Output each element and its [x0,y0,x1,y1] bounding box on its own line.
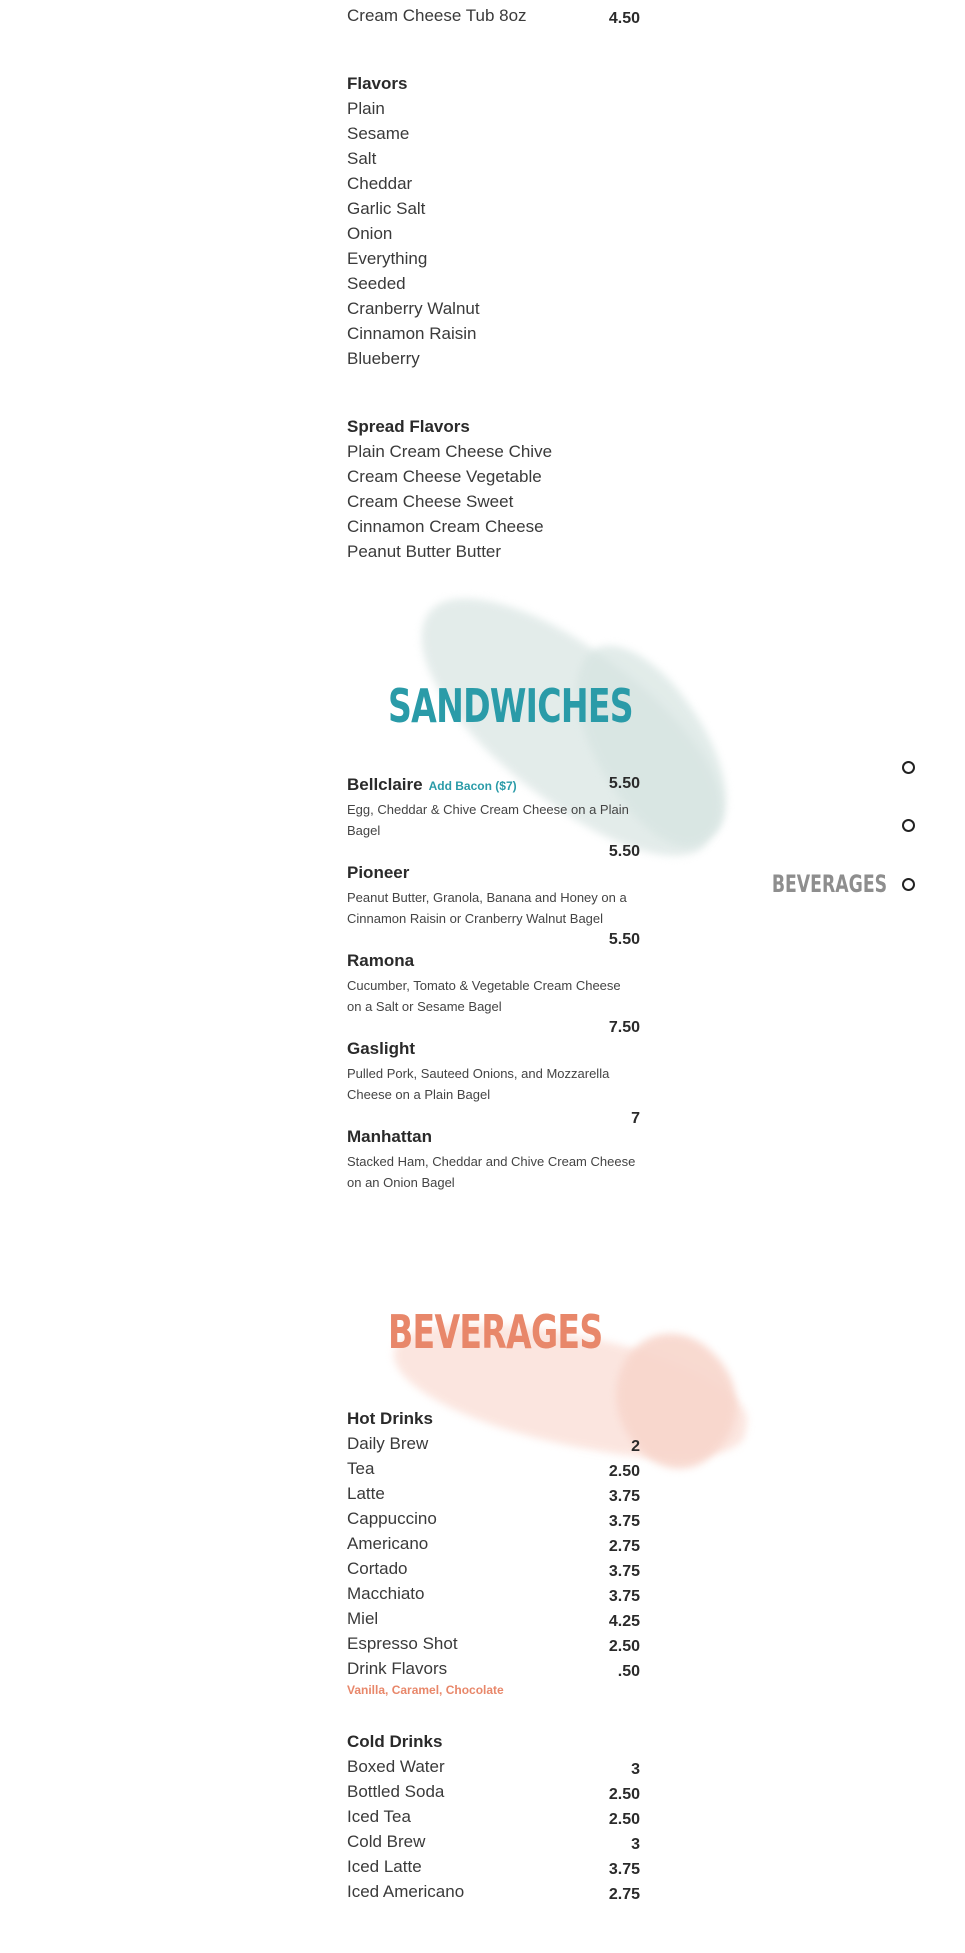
sandwich-description: Pulled Pork, Sauteed Onions, and Mozzarella Cheese on a Plain Bagel [347,1066,610,1102]
item-name: Cream Cheese Tub 8oz [347,6,527,25]
spread-flavors-heading: Spread Flavors [347,417,470,436]
flavor-item: Garlic Salt [347,199,426,218]
drink-price: 3.75 [608,1488,640,1505]
sandwich-price: 5.50 [608,843,640,860]
drink-price: 3.75 [608,1513,640,1530]
sandwich-price: 5.50 [608,931,640,948]
flavors-heading: Flavors [347,74,408,93]
drink-item [347,1531,640,1556]
drink-name: Iced Americano [347,1882,465,1901]
flavor-item: Plain [347,99,385,118]
drink-item [347,1481,640,1506]
drink-name: Espresso Shot [347,1634,458,1653]
drink-name: Bottled Soda [347,1782,445,1801]
sandwich-item [347,1019,640,1127]
sandwich-item [347,1110,640,1215]
drink-name: Cappuccino [347,1509,437,1528]
sandwiches-list [347,775,640,1215]
drink-item [347,1581,640,1606]
sandwich-item [347,843,640,951]
cold-drinks-section [347,1729,640,1904]
drink-price: .50 [617,1663,640,1680]
flavor-item: Seeded [347,274,406,293]
spread-flavor-item: Cream Cheese Vegetable [347,467,542,486]
sandwich-description: Cucumber, Tomato & Vegetable Cream Cheese on a Salt or Sesame Bagel [347,978,621,1014]
drink-item [347,1456,640,1481]
cold-drinks-heading: Cold Drinks [347,1732,443,1751]
sandwich-name: Manhattan [347,1127,432,1146]
drink-name: Miel [347,1609,379,1628]
drink-item [347,1431,640,1456]
drink-price: 2.75 [608,1538,640,1555]
sandwich-description: Stacked Ham, Cheddar and Chive Cream Cheese on an Onion Bagel [347,1154,636,1190]
drink-price: 2.50 [608,1811,640,1828]
drink-price: 2.75 [608,1886,640,1903]
drink-item [347,1754,640,1779]
add-bacon-note: Add Bacon ($7) [428,779,517,793]
drink-price: 3.75 [608,1563,640,1580]
sandwich-name: Ramona [347,951,415,970]
menu-item [347,3,640,28]
drink-name: Cold Brew [347,1832,426,1851]
sandwich-item [347,931,640,1039]
drink-price: 3 [631,1761,640,1778]
sandwich-price: 7 [631,1110,640,1127]
sandwich-name: Bellclaire Add Bacon ($7) [347,775,517,794]
sandwich-name: Pioneer [347,863,410,882]
drink-item [347,1631,640,1656]
drink-name: Boxed Water [347,1757,445,1776]
spread-flavor-item: Cinnamon Cream Cheese [347,517,544,536]
drink-name: Iced Tea [347,1807,411,1826]
sandwich-price: 7.50 [608,1019,640,1036]
drink-price: 2.50 [608,1463,640,1480]
sandwich-name: Gaslight [347,1039,416,1058]
flavor-item: Cinnamon Raisin [347,324,477,343]
drink-price: 3 [631,1836,640,1853]
drink-price: 3.75 [608,1588,640,1605]
flavor-item: Onion [347,224,393,243]
flavor-item: Cranberry Walnut [347,299,480,318]
nav-dot-1[interactable] [902,761,915,774]
drink-price: 2.50 [608,1786,640,1803]
sandwich-price: 5.50 [608,775,640,792]
spread-flavor-item: Plain Cream Cheese Chive [347,442,553,461]
nav-dot-2[interactable] [902,819,915,832]
drink-name: Daily Brew [347,1434,429,1453]
hot-drinks-section [347,1406,640,1699]
drink-price: 2.50 [608,1638,640,1655]
beverages-title: BEVERAGES [388,1305,603,1359]
hot-drinks-heading: Hot Drinks [347,1409,433,1428]
drink-price: 4.25 [608,1613,640,1630]
drink-price: 3.75 [608,1861,640,1878]
spreads-tail [347,0,640,28]
flavor-item: Sesame [347,124,410,143]
drink-item [347,1556,640,1581]
flavor-item: Everything [347,249,428,268]
nav-label-beverages[interactable]: BEVERAGES [771,870,887,898]
drink-name: Tea [347,1459,375,1478]
flavor-item: Salt [347,149,377,168]
drink-item [347,1829,640,1854]
item-price: 4.50 [608,10,640,27]
drink-item [347,1656,640,1681]
drink-item [347,1606,640,1631]
drink-item [347,1879,640,1904]
drink-item [347,1779,640,1804]
flavor-item: Blueberry [347,349,420,368]
spread-flavor-item: Cream Cheese Sweet [347,492,514,511]
sandwich-item [347,775,640,863]
nav-dot-3[interactable] [902,878,915,891]
drink-name: Macchiato [347,1584,425,1603]
spread-flavors-section [347,414,640,564]
flavor-item: Cheddar [347,174,413,193]
drink-item [347,1506,640,1531]
sandwich-description: Peanut Butter, Granola, Banana and Honey on a Cinnamon Raisin or Cranberry Walnut Bagel [347,890,627,926]
drink-name: Latte [347,1484,385,1503]
drink-flavor-options: Vanilla, Caramel, Chocolate [347,1683,504,1697]
drink-price: 2 [631,1438,640,1455]
sandwiches-title: SANDWICHES [388,679,633,733]
drink-name: Drink Flavors [347,1659,448,1678]
drink-name: Americano [347,1534,429,1553]
spread-flavor-item: Peanut Butter Butter [347,542,502,561]
sandwich-description: Egg, Cheddar & Chive Cream Cheese on a Plain Bagel [347,802,629,838]
drink-name: Cortado [347,1559,408,1578]
flavors-section [347,71,640,371]
drink-item [347,1804,640,1829]
drink-item [347,1854,640,1879]
drink-name: Iced Latte [347,1857,422,1876]
